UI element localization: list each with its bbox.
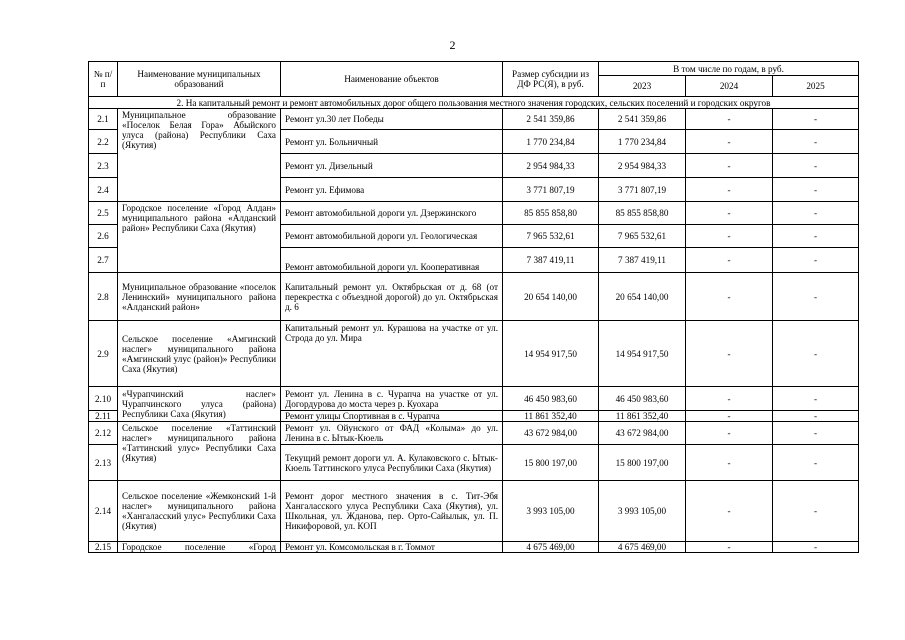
- year-2023-cell: 43 672 984,00: [599, 422, 686, 445]
- object-cell: Ремонт ул. Комсомольская в г. Томмот: [281, 542, 503, 553]
- year-2024-cell: -: [686, 321, 773, 387]
- year-2024-cell: -: [686, 202, 773, 225]
- header-subsidy: Размер субсидии из ДФ РС(Я), в руб.: [503, 62, 599, 97]
- header-year-2024: 2024: [686, 76, 773, 97]
- page-number: 2: [449, 38, 456, 52]
- subsidy-cell: 11 861 352,40: [503, 411, 599, 422]
- municipality-cell: Муниципальное образование «поселок Ленинский» муниципального района «Алданский район»: [118, 273, 281, 321]
- year-2023-cell: 7 965 532,61: [599, 225, 686, 248]
- year-2023-cell: 20 654 140,00: [599, 273, 686, 321]
- year-2023-cell: 1 770 234,84: [599, 130, 686, 154]
- year-2024-cell: -: [686, 411, 773, 422]
- object-cell: Ремонт автомобильной дороги ул. Дзержинского: [281, 202, 503, 225]
- year-2024-cell: -: [686, 225, 773, 248]
- municipality-cell: Городское поселение «Город Алдан» муниципального района «Алданский район» Республики Саха (Якутия): [118, 202, 281, 273]
- object-cell: Ремонт ул. Ленина в с. Чурапча на участке от ул. Догордурова до моста через р. Куохара: [281, 387, 503, 411]
- row-num: 2.5: [89, 202, 118, 225]
- subsidy-cell: 2 541 359,86: [503, 109, 599, 130]
- header-num: № п/п: [89, 62, 118, 97]
- row-num: 2.1: [89, 109, 118, 130]
- year-2023-cell: 3 993 105,00: [599, 481, 686, 542]
- year-2025-cell: -: [773, 130, 859, 154]
- year-2025-cell: -: [773, 542, 859, 553]
- subsidy-cell: 85 855 858,80: [503, 202, 599, 225]
- subsidy-cell: 1 770 234,84: [503, 130, 599, 154]
- year-2025-cell: -: [773, 248, 859, 273]
- row-num: 2.13: [89, 445, 118, 481]
- object-cell: Ремонт ул. Ефимова: [281, 178, 503, 202]
- subsidy-cell: 15 800 197,00: [503, 445, 599, 481]
- object-cell: Ремонт улицы Спортивная в с. Чурапча: [281, 411, 503, 422]
- year-2024-cell: -: [686, 273, 773, 321]
- year-2025-cell: -: [773, 202, 859, 225]
- municipality-cell: Городское поселение «Город: [118, 542, 281, 553]
- year-2025-cell: -: [773, 225, 859, 248]
- year-2025-cell: -: [773, 154, 859, 178]
- table-row: [89, 422, 859, 445]
- object-cell: Ремонт автомобильной дороги ул. Кооперативная: [281, 248, 503, 273]
- year-2025-cell: -: [773, 387, 859, 411]
- subsidy-cell: 3 771 807,19: [503, 178, 599, 202]
- year-2025-cell: -: [773, 321, 859, 387]
- row-num: 2.8: [89, 273, 118, 321]
- year-2024-cell: -: [686, 481, 773, 542]
- year-2024-cell: -: [686, 248, 773, 273]
- row-num: 2.3: [89, 154, 118, 178]
- year-2023-cell: 7 387 419,11: [599, 248, 686, 273]
- year-2025-cell: -: [773, 445, 859, 481]
- subsidy-cell: 46 450 983,60: [503, 387, 599, 411]
- object-cell: Текущий ремонт дороги ул. А. Кулаковского с. Ытык-Кюель Таттинского улуса Республики Саха (Якутия): [281, 445, 503, 481]
- object-cell: Ремонт ул. Больничный: [281, 130, 503, 154]
- subsidy-cell: 7 387 419,11: [503, 248, 599, 273]
- table-row: [89, 273, 859, 321]
- section-row: [89, 97, 859, 109]
- object-cell: Капитальный ремонт ул. Курашова на участке от ул. Строда до ул. Мира: [281, 321, 503, 387]
- subsidy-cell: 7 965 532,61: [503, 225, 599, 248]
- row-num: 2.14: [89, 481, 118, 542]
- year-2025-cell: -: [773, 109, 859, 130]
- subsidy-cell: 4 675 469,00: [503, 542, 599, 553]
- header-row: [89, 62, 859, 76]
- year-2024-cell: -: [686, 178, 773, 202]
- subsidy-cell: 3 993 105,00: [503, 481, 599, 542]
- year-2024-cell: -: [686, 130, 773, 154]
- subsidy-cell: 20 654 140,00: [503, 273, 599, 321]
- object-cell: Ремонт автомобильной дороги ул. Геологическая: [281, 225, 503, 248]
- object-cell: Капитальный ремонт ул. Октябрьская от д. 68 (от перекрестка с объездной дорогой) до ул. Октябрьская д. 6: [281, 273, 503, 321]
- year-2023-cell: 85 855 858,80: [599, 202, 686, 225]
- row-num: 2.6: [89, 225, 118, 248]
- year-2023-cell: 3 771 807,19: [599, 178, 686, 202]
- year-2023-cell: 14 954 917,50: [599, 321, 686, 387]
- header-year-2025: 2025: [773, 76, 859, 97]
- municipality-cell: «Чурапчинский наслег» Чурапчинского улуса (района) Республики Саха (Якутия): [118, 387, 281, 422]
- header-objects: Наименование объектов: [281, 62, 503, 97]
- year-2023-cell: 2 541 359,86: [599, 109, 686, 130]
- year-2023-cell: 46 450 983,60: [599, 387, 686, 411]
- row-num: 2.7: [89, 248, 118, 273]
- table-row: [89, 109, 859, 130]
- year-2024-cell: -: [686, 445, 773, 481]
- table-row: [89, 321, 859, 387]
- year-2025-cell: -: [773, 422, 859, 445]
- year-2025-cell: -: [773, 273, 859, 321]
- row-num: 2.12: [89, 422, 118, 445]
- subsidy-cell: 14 954 917,50: [503, 321, 599, 387]
- table-row: [89, 387, 859, 411]
- object-cell: Ремонт ул. Дизельный: [281, 154, 503, 178]
- row-num: 2.2: [89, 130, 118, 154]
- header-year-2023: 2023: [599, 76, 686, 97]
- header-by-years: В том числе по годам, в руб.: [599, 62, 859, 76]
- municipality-cell: Сельское поселение «Таттинский наслег» муниципального района «Таттинский улус» Республики Саха (Якутия): [118, 422, 281, 481]
- row-num: 2.4: [89, 178, 118, 202]
- subsidy-cell: 43 672 984,00: [503, 422, 599, 445]
- year-2025-cell: -: [773, 481, 859, 542]
- year-2023-cell: 11 861 352,40: [599, 411, 686, 422]
- municipality-cell: Муниципальное образование «Поселок Белая Гора» Абыйского улуса (района) Республики Саха (Якутия): [118, 109, 281, 202]
- subsidy-table: [88, 61, 859, 553]
- table-row: [89, 542, 859, 553]
- subsidy-cell: 2 954 984,33: [503, 154, 599, 178]
- year-2024-cell: -: [686, 422, 773, 445]
- header-municipality: Наименование муниципальных образований: [118, 62, 281, 97]
- table-row: [89, 202, 859, 225]
- year-2024-cell: -: [686, 387, 773, 411]
- year-2024-cell: -: [686, 109, 773, 130]
- object-cell: Ремонт дорог местного значения в с. Тит-Эбя Хангаласского улуса Республики Саха (Якутия), ул. Школьная, ул. Жданова, пер. Орто-Сайылык, ул. П. Никифоровой, ул. КОП: [281, 481, 503, 542]
- section-title: 2. На капитальный ремонт и ремонт автомобильных дорог общего пользования местного значения городских, сельских поселений и городских округов: [89, 97, 859, 109]
- row-num: 2.10: [89, 387, 118, 411]
- municipality-cell: Сельское поселение «Амгинский наслег» муниципального района «Амгинский улус (район)» Республики Саха (Якутия): [118, 321, 281, 387]
- object-cell: Ремонт ул. Ойунского от ФАД «Колыма» до ул. Ленина в с. Ытык-Кюель: [281, 422, 503, 445]
- row-num: 2.11: [89, 411, 118, 422]
- municipality-cell: Сельское поселение «Жемконский 1-й наслег» муниципального района «Хангаласский улус» Республики Саха (Якутия): [118, 481, 281, 542]
- year-2025-cell: -: [773, 411, 859, 422]
- year-2023-cell: 2 954 984,33: [599, 154, 686, 178]
- year-2023-cell: 15 800 197,00: [599, 445, 686, 481]
- row-num: 2.15: [89, 542, 118, 553]
- table-row: [89, 481, 859, 542]
- year-2024-cell: -: [686, 542, 773, 553]
- row-num: 2.9: [89, 321, 118, 387]
- year-2023-cell: 4 675 469,00: [599, 542, 686, 553]
- object-cell: Ремонт ул.30 лет Победы: [281, 109, 503, 130]
- year-2025-cell: -: [773, 178, 859, 202]
- year-2024-cell: -: [686, 154, 773, 178]
